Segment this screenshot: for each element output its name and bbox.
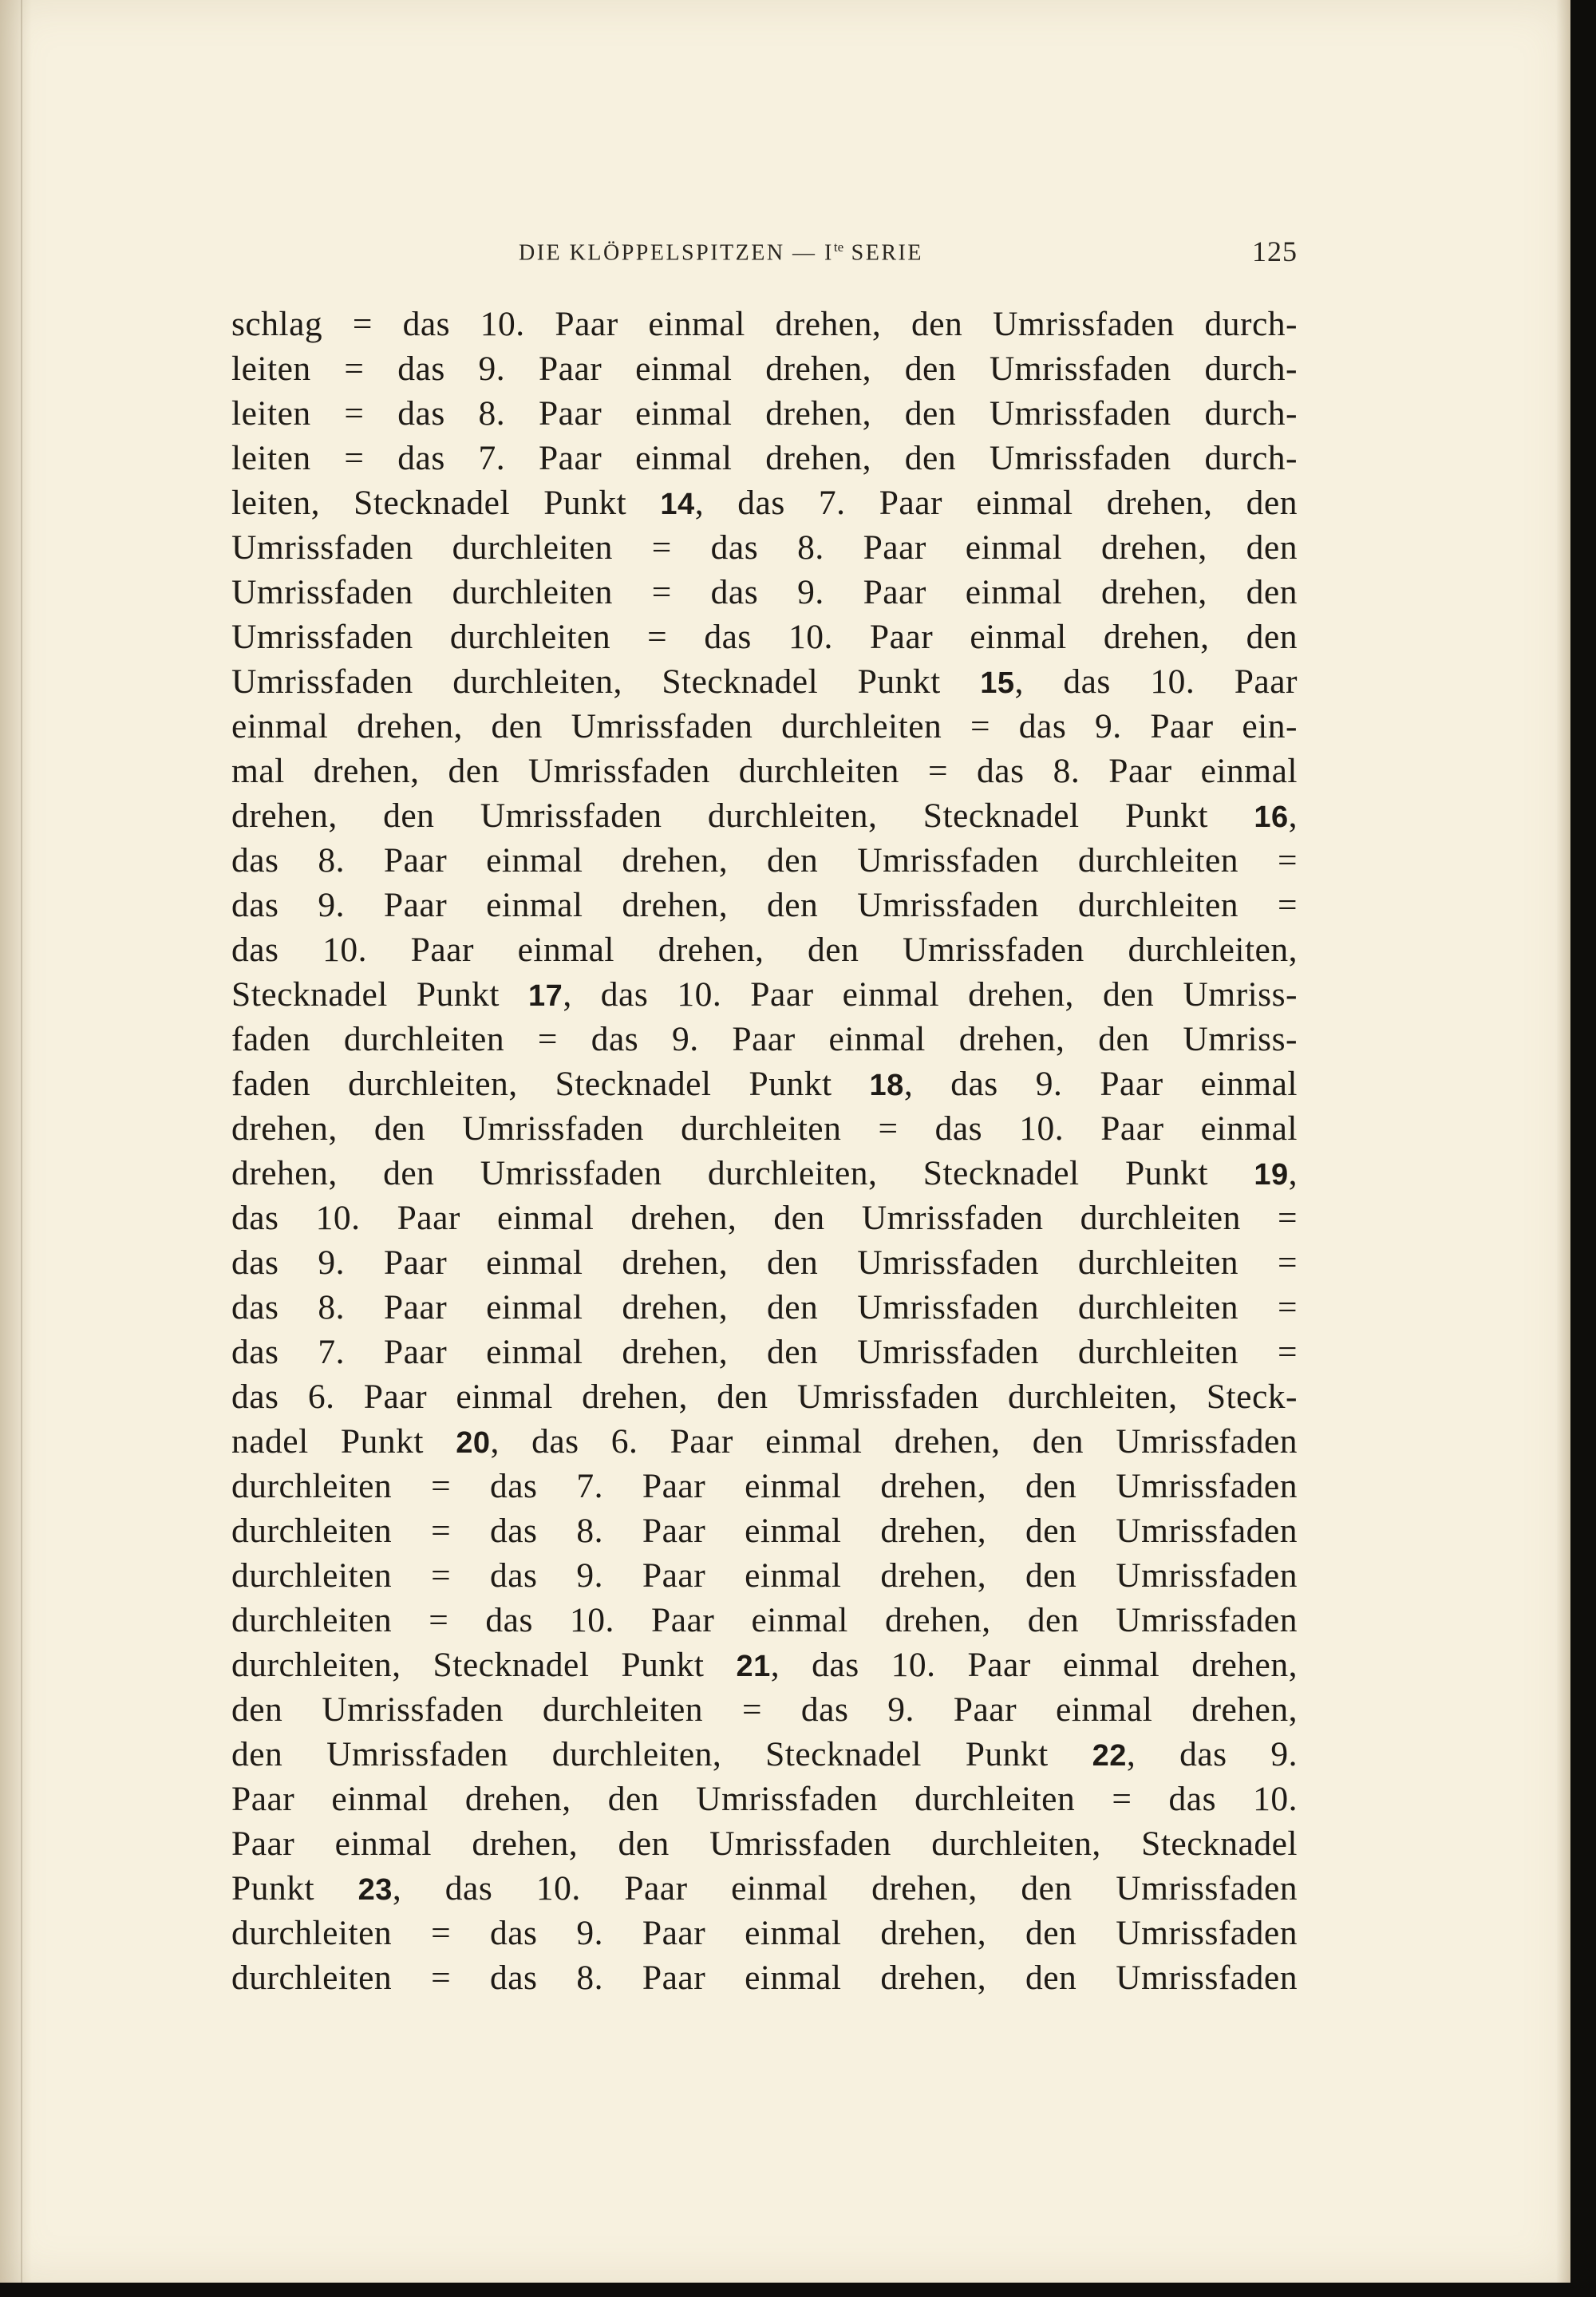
page-number: 125: [1252, 235, 1298, 267]
text-line: [231, 1553, 1298, 1598]
text-line: [231, 1330, 1298, 1374]
text-line: [231, 525, 1298, 570]
text-segment: durchleiten = das 9. Paar einmal drehen, den Umrissfaden: [231, 1556, 1298, 1595]
text-segment: durchleiten = das 9. Paar einmal drehen, den Umrissfaden: [231, 1914, 1298, 1952]
point-number: 14: [660, 488, 695, 521]
body-text: [231, 302, 1298, 2000]
text-segment: Umrissfaden durchleiten = das 10. Paar einmal drehen, den: [231, 618, 1298, 656]
text-segment: das 10. Paar einmal drehen, den Umrissfaden durchleiten =: [231, 1199, 1298, 1237]
text-line: [231, 972, 1298, 1017]
text-segment: den Umrissfaden durchleiten = das 9. Paar einmal drehen,: [231, 1690, 1298, 1729]
running-title-main: DIE KLÖPPELSPITZEN — I: [519, 240, 834, 266]
text-segment: durchleiten, Stecknadel Punkt: [231, 1646, 737, 1684]
text-line: [231, 436, 1298, 480]
gutter-shadow: [0, 0, 32, 2283]
text-segment: Umrissfaden durchleiten = das 8. Paar einmal drehen, den: [231, 528, 1298, 567]
text-segment: durchleiten = das 7. Paar einmal drehen, den Umrissfaden: [231, 1467, 1298, 1505]
text-line: [231, 704, 1298, 749]
text-line: [231, 1464, 1298, 1508]
text-segment: mal drehen, den Umrissfaden durchleiten = das 8. Paar einmal: [231, 752, 1298, 790]
text-segment: Umrissfaden durchleiten, Stecknadel Punkt: [231, 662, 981, 701]
point-number: 22: [1092, 1739, 1127, 1773]
text-segment: das 9. Paar einmal drehen, den Umrissfaden durchleiten =: [231, 1243, 1298, 1282]
text-line: [231, 1866, 1298, 1911]
point-number: 15: [980, 666, 1015, 700]
text-line: [231, 838, 1298, 883]
text-segment: , das 6. Paar einmal drehen, den Umrissfaden: [490, 1422, 1298, 1461]
text-line: [231, 1240, 1298, 1285]
text-segment: faden durchleiten = das 9. Paar einmal drehen, den Umriss-: [231, 1020, 1298, 1058]
text-line: [231, 570, 1298, 615]
text-line: [231, 391, 1298, 436]
text-segment: leiten = das 9. Paar einmal drehen, den Umrissfaden durch-: [231, 350, 1298, 388]
text-line: [231, 302, 1298, 346]
text-line: [231, 749, 1298, 793]
text-line: [231, 1777, 1298, 1821]
text-segment: leiten = das 8. Paar einmal drehen, den Umrissfaden durch-: [231, 394, 1298, 433]
point-number: 19: [1254, 1158, 1289, 1192]
point-number: 23: [358, 1873, 393, 1907]
text-line: [231, 1955, 1298, 2000]
text-line: [231, 1687, 1298, 1732]
text-segment: das 7. Paar einmal drehen, den Umrissfaden durchleiten =: [231, 1333, 1298, 1371]
text-segment: durchleiten = das 8. Paar einmal drehen, den Umrissfaden: [231, 1959, 1298, 1997]
text-segment: , das 10. Paar: [1014, 662, 1298, 701]
text-segment: den Umrissfaden durchleiten, Stecknadel Punkt: [231, 1735, 1092, 1773]
text-segment: das 9. Paar einmal drehen, den Umrissfaden durchleiten =: [231, 886, 1298, 924]
text-line: [231, 1598, 1298, 1643]
text-line: [231, 1732, 1298, 1777]
point-number: 21: [736, 1650, 771, 1683]
page-fold-line: [21, 0, 22, 2283]
point-number: 16: [1254, 801, 1289, 834]
text-line: [231, 1196, 1298, 1240]
text-segment: leiten = das 7. Paar einmal drehen, den Umrissfaden durch-: [231, 439, 1298, 477]
text-segment: Paar einmal drehen, den Umrissfaden durchleiten = das 10.: [231, 1780, 1298, 1818]
text-segment: , das 7. Paar einmal drehen, den: [694, 484, 1298, 522]
text-segment: drehen, den Umrissfaden durchleiten = das 10. Paar einmal: [231, 1109, 1298, 1148]
text-segment: durchleiten = das 8. Paar einmal drehen, den Umrissfaden: [231, 1512, 1298, 1550]
text-line: [231, 659, 1298, 704]
text-segment: ,: [1288, 1154, 1298, 1192]
running-title: [519, 239, 923, 266]
page-edge-shadow: [1556, 0, 1570, 2283]
text-segment: einmal drehen, den Umrissfaden durchleiten = das 9. Paar ein-: [231, 707, 1298, 745]
text-segment: drehen, den Umrissfaden durchleiten, Stecknadel Punkt: [231, 797, 1254, 835]
text-segment: , das 9.: [1126, 1735, 1298, 1773]
text-segment: ,: [1288, 797, 1298, 835]
text-line: [231, 1285, 1298, 1330]
text-segment: das 6. Paar einmal drehen, den Umrissfaden durchleiten, Steck-: [231, 1378, 1298, 1416]
text-segment: Stecknadel Punkt: [231, 975, 529, 1014]
text-segment: , das 10. Paar einmal drehen, den Umriss-: [563, 975, 1298, 1014]
running-head: [231, 233, 1298, 273]
text-line: [231, 883, 1298, 927]
text-line: [231, 927, 1298, 972]
text-segment: Paar einmal drehen, den Umrissfaden durchleiten, Stecknadel: [231, 1825, 1298, 1863]
text-line: [231, 1062, 1298, 1106]
running-title-suffix: SERIE: [843, 240, 923, 266]
text-line: [231, 1821, 1298, 1866]
point-number: 17: [528, 979, 563, 1013]
point-number: 20: [456, 1426, 491, 1460]
text-line: [231, 1151, 1298, 1196]
text-segment: leiten, Stecknadel Punkt: [231, 484, 661, 522]
text-line: [231, 346, 1298, 391]
text-segment: Umrissfaden durchleiten = das 9. Paar einmal drehen, den: [231, 573, 1298, 611]
text-segment: das 10. Paar einmal drehen, den Umrissfaden durchleiten,: [231, 931, 1298, 969]
text-line: [231, 1106, 1298, 1151]
text-segment: das 8. Paar einmal drehen, den Umrissfaden durchleiten =: [231, 841, 1298, 880]
text-segment: durchleiten = das 10. Paar einmal drehen, den Umrissfaden: [231, 1601, 1298, 1639]
text-line: [231, 615, 1298, 659]
text-segment: nadel Punkt: [231, 1422, 456, 1461]
point-number: 18: [869, 1069, 904, 1102]
text-segment: drehen, den Umrissfaden durchleiten, Stecknadel Punkt: [231, 1154, 1254, 1192]
text-line: [231, 1911, 1298, 1955]
text-line: [231, 1017, 1298, 1062]
text-line: [231, 1419, 1298, 1464]
text-line: [231, 1374, 1298, 1419]
text-segment: , das 9. Paar einmal: [903, 1065, 1298, 1103]
text-segment: , das 10. Paar einmal drehen, den Umrissfaden: [392, 1869, 1298, 1908]
text-segment: das 8. Paar einmal drehen, den Umrissfaden durchleiten =: [231, 1288, 1298, 1326]
text-line: [231, 480, 1298, 525]
text-segment: schlag = das 10. Paar einmal drehen, den Umrissfaden durch-: [231, 305, 1298, 343]
text-line: [231, 1508, 1298, 1553]
text-line: [231, 1643, 1298, 1687]
text-segment: faden durchleiten, Stecknadel Punkt: [231, 1065, 870, 1103]
text-line: [231, 793, 1298, 838]
running-title-superscript: te: [833, 239, 844, 255]
text-segment: , das 10. Paar einmal drehen,: [770, 1646, 1298, 1684]
text-segment: Punkt: [231, 1869, 358, 1908]
